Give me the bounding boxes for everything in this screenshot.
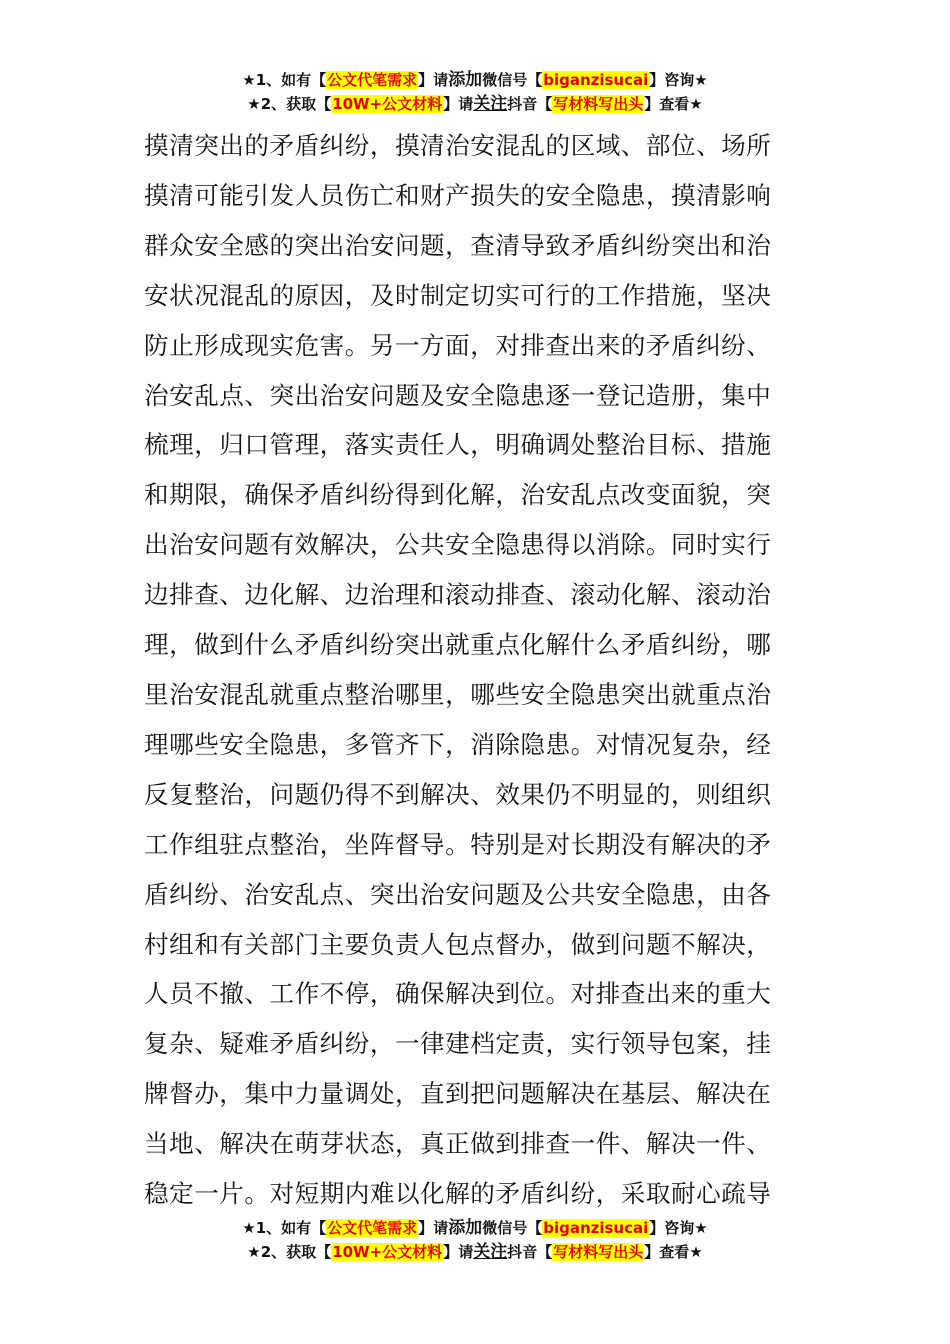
body-line: 理，做到什么矛盾纠纷突出就重点化解什么矛盾纠纷，哪 — [144, 630, 772, 660]
body-line: 当地、解决在萌芽状态，真正做到排查一件、解决一件、 — [144, 1129, 772, 1159]
body-line: 防止形成现实危害。另一方面，对排查出来的矛盾纠纷、 — [144, 330, 772, 360]
body-line: 稳定一片。对短期内难以化解的矛盾纠纷，采取耐心疏导 — [144, 1179, 772, 1209]
body-line: 群众安全感的突出治安问题，查清导致矛盾纠纷突出和治 — [144, 230, 772, 260]
banner-text: 抖音【 — [507, 95, 553, 113]
banner-line-2 — [0, 1240, 950, 1264]
header-banner — [0, 68, 950, 116]
body-line: 摸清可能引发人员伤亡和财产损失的安全隐患，摸清影响 — [144, 180, 772, 210]
body-line: 边排查、边化解、边治理和滚动排查、滚动化解、滚动治 — [144, 580, 772, 610]
banner-text: ★2、获取【 — [247, 1243, 332, 1261]
banner-emphasis: 添加 — [448, 70, 483, 90]
banner-emphasis: 关注 — [473, 94, 508, 114]
body-line: 盾纠纷、治安乱点、突出治安问题及公共安全隐患，由各 — [144, 879, 772, 909]
body-line: 村组和有关部门主要负责人包点督办，做到问题不解决， — [144, 929, 772, 959]
body-line: 出治安问题有效解决，公共安全隐患得以消除。同时实行 — [144, 530, 772, 560]
body-line: 复杂、疑难矛盾纠纷，一律建档定责，实行领导包案，挂 — [144, 1029, 772, 1059]
footer-banner — [0, 1216, 950, 1264]
body-line: 安状况混乱的原因，及时制定切实可行的工作措施，坚决 — [144, 280, 772, 310]
banner-text: ★2、获取【 — [247, 95, 332, 113]
body-line: 治安乱点、突出治安问题及安全隐患逐一登记造册，集中 — [144, 380, 772, 410]
highlight-douyin: 写材料写出头 — [553, 1243, 644, 1261]
banner-text: 抖音【 — [507, 1243, 553, 1261]
highlight-materials: 10W+公文材料 — [332, 1243, 443, 1261]
banner-text: 】咨询★ — [649, 71, 708, 89]
highlight-wechat-id: biganzisucai — [543, 1219, 649, 1237]
body-line: 牌督办，集中力量调处，直到把问题解决在基层、解决在 — [144, 1079, 772, 1109]
banner-text: 微信号【 — [482, 1219, 543, 1237]
body-line: 和期限，确保矛盾纠纷得到化解，治安乱点改变面貌，突 — [144, 480, 772, 510]
banner-text: 】查看★ — [644, 1243, 703, 1261]
body-line: 理哪些安全隐患，多管齐下，消除隐患。对情况复杂，经 — [144, 729, 772, 759]
banner-text: 】请 — [443, 95, 474, 113]
highlight-douyin: 写材料写出头 — [553, 95, 644, 113]
body-line: 里治安混乱就重点整治哪里，哪些安全隐患突出就重点治 — [144, 679, 772, 709]
body-line: 反复整治，问题仍得不到解决、效果仍不明显的，则组织 — [144, 779, 772, 809]
banner-text: 】查看★ — [644, 95, 703, 113]
banner-text: 】请 — [418, 1219, 449, 1237]
document-body — [144, 121, 806, 1219]
banner-emphasis: 关注 — [473, 1242, 508, 1262]
body-line: 梳理，归口管理，落实责任人，明确调处整治目标、措施 — [144, 430, 772, 460]
banner-line-1 — [0, 1216, 950, 1240]
banner-line-1 — [0, 68, 950, 92]
banner-text: ★1、如有【 — [242, 71, 327, 89]
highlight-wechat-id: biganzisucai — [543, 71, 649, 89]
body-line: 工作组驻点整治，坐阵督导。特别是对长期没有解决的矛 — [144, 829, 772, 859]
banner-emphasis: 添加 — [448, 1218, 483, 1238]
banner-text: 】咨询★ — [649, 1219, 708, 1237]
body-line: 人员不撤、工作不停，确保解决到位。对排查出来的重大 — [144, 979, 772, 1009]
highlight-service: 公文代笔需求 — [327, 1219, 418, 1237]
highlight-materials: 10W+公文材料 — [332, 95, 443, 113]
banner-text: ★1、如有【 — [242, 1219, 327, 1237]
banner-text: 微信号【 — [482, 71, 543, 89]
banner-text: 】请 — [443, 1243, 474, 1261]
banner-line-2 — [0, 92, 950, 116]
banner-text: 】请 — [418, 71, 449, 89]
highlight-service: 公文代笔需求 — [327, 71, 418, 89]
body-line: 摸清突出的矛盾纠纷，摸清治安混乱的区域、部位、场所 — [144, 131, 772, 160]
